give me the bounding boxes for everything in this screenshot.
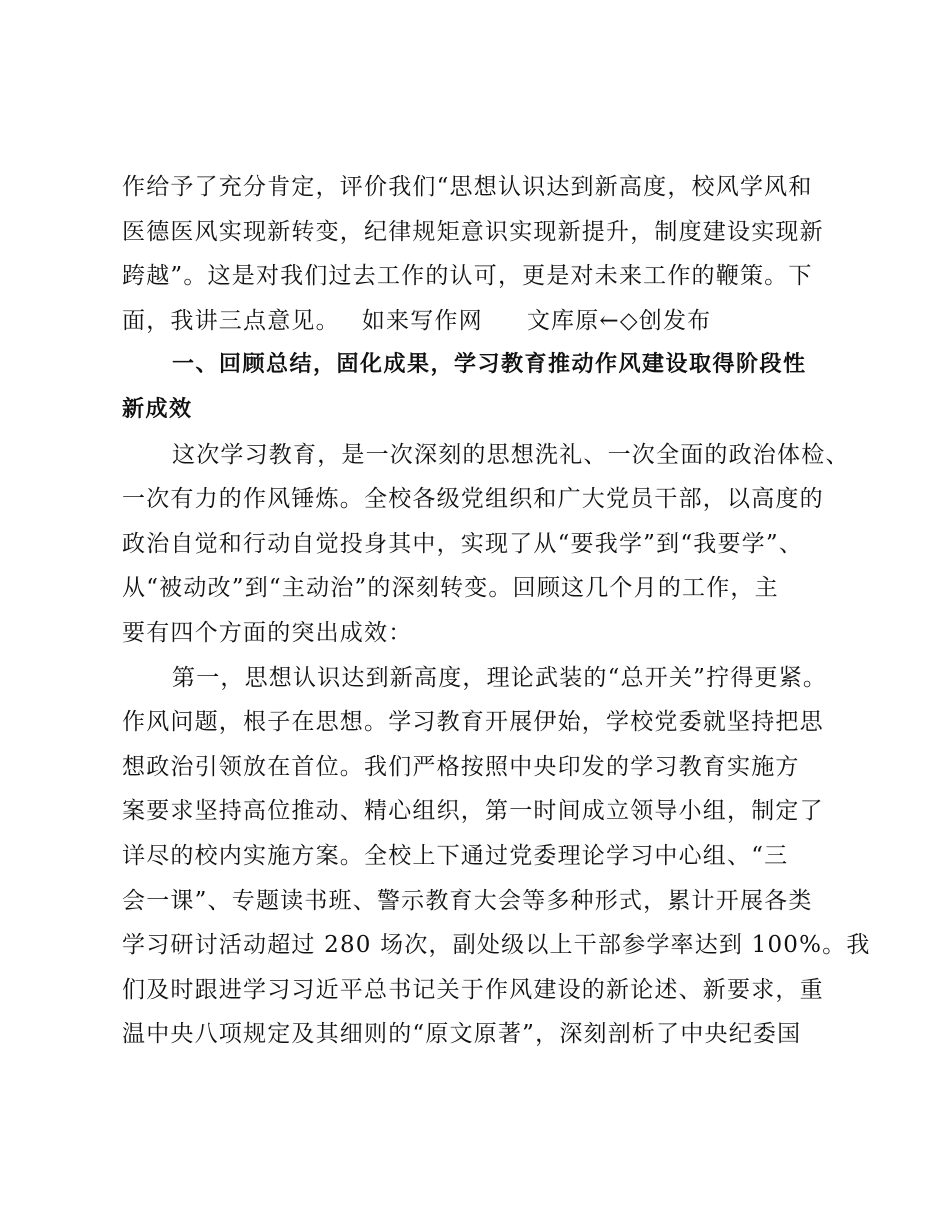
paragraph-line: 详尽的校内实施方案。全校上下通过党委理论学习中心组、“三 [122,842,789,869]
watermark-text-b: 文库原←◇创发布 [526,307,712,334]
intro-last-line [122,299,842,344]
paragraph-line: 这次学习教育，是一次深刻的思想洗礼、一次全面的政治体检、 [172,441,850,468]
paragraph-line: 从“被动改”到“主动治”的深刻转变。回顾这几个月的工作，主 [122,575,779,602]
watermark-text-a: 如来写作网 [361,307,483,334]
section-heading-line: 新成效 [122,396,193,422]
paragraph-line: 第一，思想认识达到新高度，理论武装的“总开关”拧得更紧。 [172,664,828,691]
paragraph-line: 们及时跟进学习习近平总书记关于作风建设的新论述、新要求，重 [122,976,824,1003]
paragraph-line: 会一课”、专题读书班、警示教育大会等多种形式，累计开展各类 [122,887,813,914]
paragraph-line: 作风问题，根子在思想。学习教育开展伊始，学校党委就坚持把思 [122,709,824,736]
paragraph-line: 要有四个方面的突出成效： [122,619,413,646]
intro-line: 跨越”。这是对我们过去工作的认可，更是对未来工作的鞭策。下 [122,263,813,290]
paragraph-line: 想政治引领放在首位。我们严格按照中央印发的学习教育实施方 [122,753,800,780]
intro-line: 作给予了充分肯定，评价我们“思想认识达到新高度，校风学风和 [122,174,813,200]
paragraph-line: 温中央八项规定及其细则的“原文原著”，深刻剖析了中央纪委国 [122,1021,802,1048]
intro-line: 医德医风实现新转变，纪律规矩意识实现新提升，制度建设实现新 [122,218,824,245]
paragraph-line: 一次有力的作风锤炼。全校各级党组织和广大党员干部，以高度的 [122,486,824,513]
paragraph-line: 学习研讨活动超过 280 场次，副处级以上干部参学率达到 100%。我 [122,932,871,959]
document-body [122,165,871,1057]
paragraph-line: 政治自觉和行动自觉投身其中，实现了从“要我学”到“我要学”、 [122,530,804,557]
section-heading-line: 一、回顾总结，固化成果，学习教育推动作风建设取得阶段性 [172,352,807,378]
paragraph-line: 案要求坚持高位推动、精心组织，第一时间成立领导小组，制定了 [122,798,824,825]
intro-last-text: 面，我讲三点意见。 [122,307,340,334]
